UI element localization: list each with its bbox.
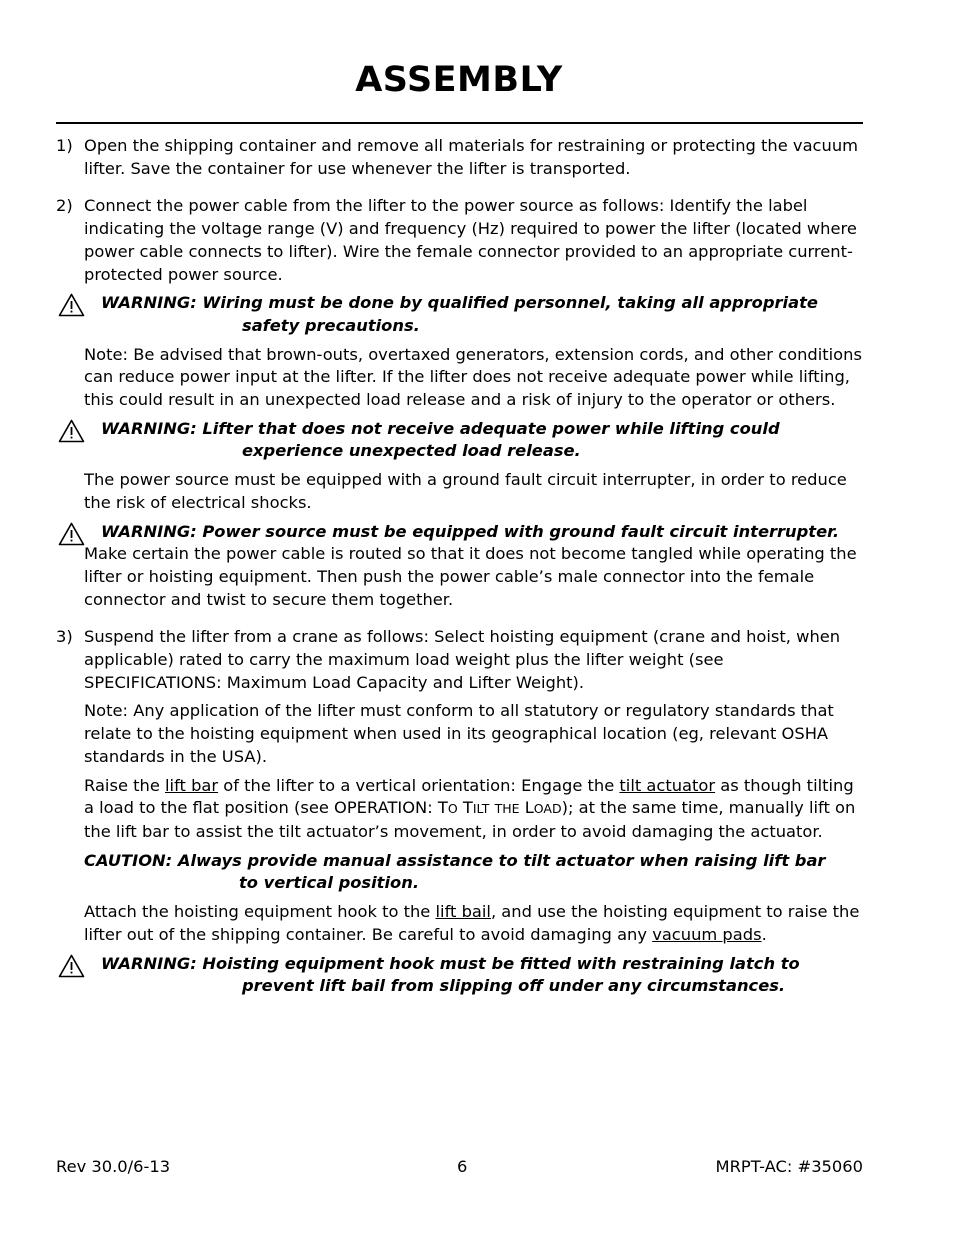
step-2-intro: Connect the power cable from the lifter to the power source as follows: Identify the label indicating the voltage range (V) and frequency (Hz) required to power the lifter (located where power cable connects to lifter). Wire the female connector provided to an appropriate current-protected power source. <box>84 196 857 284</box>
warning-adequate-power <box>56 418 866 463</box>
document-id: MRPT-AC: #35060 <box>715 1157 863 1176</box>
section-reference: TO TILT THE LOAD <box>437 798 562 818</box>
step-number: 3) <box>56 627 73 647</box>
warning-text-cont: experience unexpected load release. <box>242 441 581 461</box>
page-number: 6 <box>457 1157 468 1176</box>
warning-text: WARNING: Power source must be equipped with ground fault circuit interrupter. <box>101 521 840 541</box>
page-title: ASSEMBLY <box>355 60 563 100</box>
vacuum-pads-link: vacuum pads <box>652 924 762 944</box>
warning-text: WARNING: Lifter that does not receive adequate power while lifting could <box>101 418 780 438</box>
raise-lift-bar-paragraph: Raise the lift bar of the lifter to a vertical orientation: Engage the tilt actuator as though tilting a load to the flat position (see OPERATION: TO TILT THE LOAD); at the same time, manually lift on the lift bar to assist the tilt actuator’s movement, in order to avoid damaging the actuator. <box>84 775 856 841</box>
page-footer <box>56 1156 863 1180</box>
caution-text: CAUTION: Always provide manual assistance to tilt actuator when raising lift bar <box>84 850 826 870</box>
step-2 <box>56 195 866 611</box>
revision-label: Rev 30.0/6-13 <box>56 1157 171 1176</box>
note-power-input: Note: Be advised that brown-outs, overtaxed generators, extension cords, and other conditions can reduce power input at the lifter. If the lifter does not receive adequate power while lifting, this could result in an unexpected load release and a risk of injury to the operator or others. <box>84 344 862 410</box>
lift-bar-link: lift bar <box>165 775 219 795</box>
title-divider <box>56 122 863 124</box>
warning-text-cont: safety precautions. <box>242 315 420 335</box>
step-3-intro: Suspend the lifter from a crane as follows: Select hoisting equipment (crane and hoist, when applicable) rated to carry the maximum load weight plus the lifter weight (see SPECIFICATIONS: Maximum Load Capacity and Lifter Weight). <box>84 627 841 692</box>
warning-triangle-icon <box>58 522 85 546</box>
tilt-actuator-link: tilt actuator <box>619 775 716 795</box>
step-number: 2) <box>56 196 73 216</box>
warning-text: WARNING: Wiring must be done by qualified personnel, taking all appropriate <box>101 293 818 313</box>
assembly-steps <box>56 135 866 998</box>
step-1-text: Open the shipping container and remove all materials for restraining or protecting the vacuum lifter. Save the container for use whenever the lifter is transported. <box>84 136 858 178</box>
attach-hook-paragraph: Attach the hoisting equipment hook to the lift bail, and use the hoisting equipment to raise the lifter out of the shipping container. Be careful to avoid damaging any vacuum pads. <box>84 902 860 944</box>
caution-text-cont: to vertical position. <box>239 873 420 893</box>
warning-text: WARNING: Hoisting equipment hook must be fitted with restraining latch to <box>101 953 800 973</box>
note-standards: Note: Any application of the lifter must conform to all statutory or regulatory standards that relate to the hoisting equipment when used in its geographical location (eg, relevant OSHA standards in the USA). <box>84 701 834 766</box>
gfci-paragraph: The power source must be equipped with a ground fault circuit interrupter, in order to reduce the risk of electrical shocks. <box>84 470 847 512</box>
caution-tilt-actuator <box>84 850 866 895</box>
warning-triangle-icon <box>58 419 85 443</box>
warning-triangle-icon <box>58 954 85 978</box>
step-1 <box>56 135 866 180</box>
warning-restraining-latch <box>56 953 866 998</box>
warning-gfci <box>56 521 866 544</box>
step-number: 1) <box>56 136 73 155</box>
warning-triangle-icon <box>58 293 85 317</box>
lift-bail-link: lift bail <box>435 902 491 922</box>
warning-text-cont: prevent lift bail from slipping off under any circumstances. <box>242 976 786 996</box>
warning-wiring <box>56 292 866 337</box>
cable-routing-paragraph: Make certain the power cable is routed so that it does not become tangled while operating the lifter or hoisting equipment. Then push the power cable’s male connector into the female connector and twist to secure them together. <box>84 544 857 609</box>
step-3 <box>56 626 866 998</box>
